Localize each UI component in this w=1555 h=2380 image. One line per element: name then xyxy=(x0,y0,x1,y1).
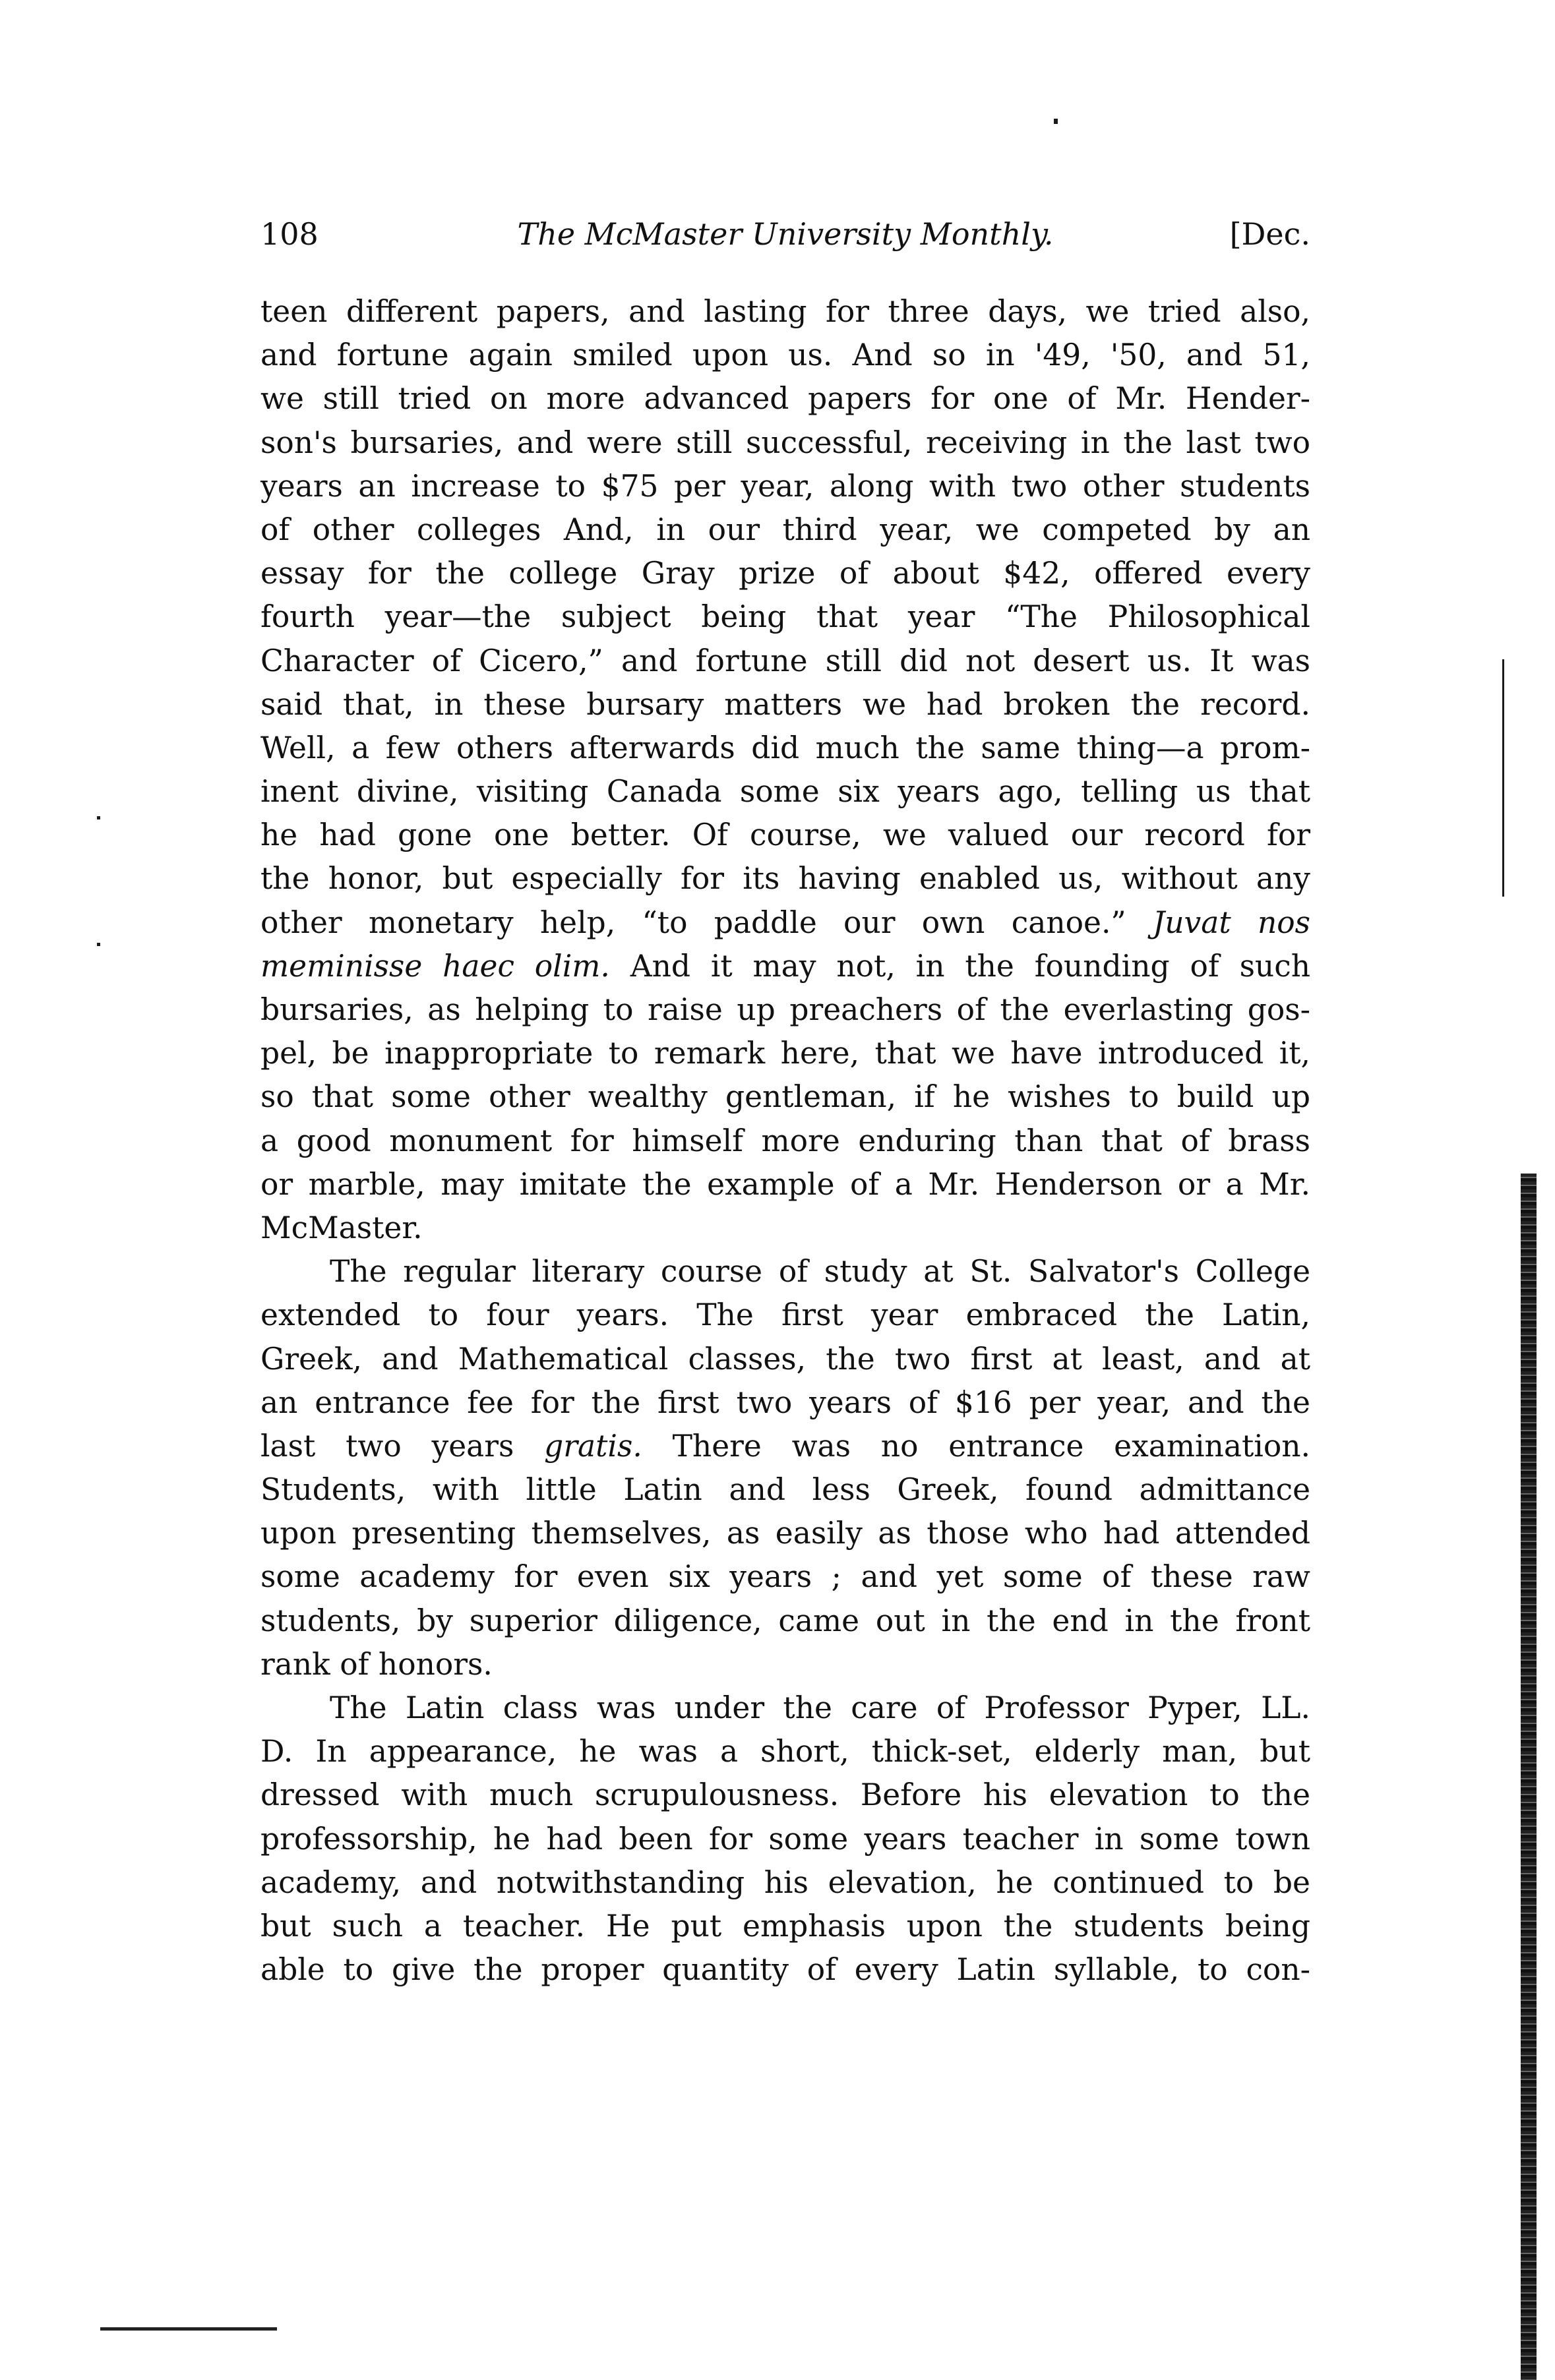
text-segment: There was no entrance examination. xyxy=(672,1428,1310,1464)
text-line: Greek, and Mathematical classes, the two first at least, and at xyxy=(260,1341,1310,1377)
text-line: professorship, he had been for some years teacher in some town xyxy=(260,1821,1310,1857)
text-line: and fortune again smiled upon us. And so in '49, '50, and 51, xyxy=(260,338,1310,373)
text-line: students, by superior diligence, came out in the end in the front xyxy=(260,1603,1310,1638)
text-line: Well, a few others afterwards did much the same thing—a prom- xyxy=(260,730,1310,765)
text-line: able to give the proper quantity of every Latin syllable, to con- xyxy=(260,1952,1310,1988)
scan-margin-line xyxy=(1502,659,1504,897)
text-line: a good monument for himself more enduring than that of brass xyxy=(260,1123,1310,1158)
text-line: he had gone one better. Of course, we valued our record for xyxy=(260,818,1310,853)
scan-speck xyxy=(97,943,100,946)
text-line: extended to four years. The first year embraced the Latin, xyxy=(260,1297,1310,1333)
text-line: an entrance fee for the first two years of $16 per year, and the xyxy=(260,1384,1310,1420)
text-line: the honor, but especially for its having enabled us, without any xyxy=(260,861,1310,897)
text-line: dressed with much scrupulousness. Before his elevation to the xyxy=(260,1777,1310,1813)
page-number: 108 xyxy=(260,216,319,252)
text-line: teen different papers, and lasting for three days, we tried also, xyxy=(260,294,1310,329)
text-line: of other colleges And, in our third year, we competed by an xyxy=(260,512,1310,547)
text-line: bursaries, as helping to raise up preachers of the everlasting gos- xyxy=(260,992,1310,1027)
text-segment: last two years xyxy=(260,1428,514,1464)
text-line: Character of Cicero,” and fortune still did not desert us. It was xyxy=(260,643,1310,678)
text-line: said that, in these bursary matters we had broken the record. xyxy=(260,686,1310,722)
text-segment: And it may not, in the founding of such xyxy=(630,948,1311,984)
text-line: McMaster. xyxy=(260,1210,423,1245)
text-line-mixed xyxy=(260,901,1310,945)
text-line: some academy for even six years ; and yet some of these raw xyxy=(260,1559,1310,1595)
date-mark: [Dec. xyxy=(1229,216,1310,252)
footnote-rule xyxy=(100,2327,277,2331)
scan-speck xyxy=(1054,119,1058,124)
latin-phrase: meminisse haec olim. xyxy=(260,948,610,984)
text-line: Students, with little Latin and less Greek, found admittance xyxy=(260,1472,1310,1508)
text-segment: other monetary help, “to paddle our own canoe.” xyxy=(260,905,1126,940)
text-line: rank of honors. xyxy=(260,1646,493,1682)
text-line: The Latin class was under the care of Professor Pyper, LL. xyxy=(330,1690,1310,1725)
text-line: we still tried on more advanced papers for one of Mr. Hender- xyxy=(260,381,1310,417)
text-line: fourth year—the subject being that year “The Philosophical xyxy=(260,599,1310,635)
scan-speck xyxy=(97,816,100,819)
page-header xyxy=(260,211,1310,257)
text-line: or marble, may imitate the example of a Mr. Henderson or a Mr. xyxy=(260,1166,1310,1202)
text-line: pel, be inappropriate to remark here, that we have introduced it, xyxy=(260,1036,1310,1071)
body-text xyxy=(260,290,1310,1992)
text-line: inent divine, visiting Canada some six years ago, telling us that xyxy=(260,774,1310,810)
scanned-page-edge xyxy=(1521,1174,1537,2380)
text-line: son's bursaries, and were still successful, receiving in the last two xyxy=(260,425,1310,460)
text-line: D. In appearance, he was a short, thick-set, elderly man, but xyxy=(260,1734,1310,1770)
latin-phrase: Juvat nos xyxy=(1153,905,1311,940)
text-line: academy, and notwithstanding his elevation, he continued to be xyxy=(260,1864,1310,1900)
text-line: years an increase to $75 per year, along with two other students xyxy=(260,468,1310,504)
text-line: so that some other wealthy gentleman, if he wishes to build up xyxy=(260,1079,1310,1115)
text-line: but such a teacher. He put emphasis upon the students being xyxy=(260,1908,1310,1944)
text-line-mixed xyxy=(260,1425,1310,1468)
text-line-mixed xyxy=(260,945,1310,988)
text-line: The regular literary course of study at St. Salvator's College xyxy=(330,1254,1310,1290)
text-line: upon presenting themselves, as easily as those who had attended xyxy=(260,1516,1310,1551)
running-title: The McMaster University Monthly. xyxy=(517,216,1054,252)
text-line: essay for the college Gray prize of about $42, offered every xyxy=(260,556,1310,591)
latin-phrase: gratis. xyxy=(544,1428,642,1464)
